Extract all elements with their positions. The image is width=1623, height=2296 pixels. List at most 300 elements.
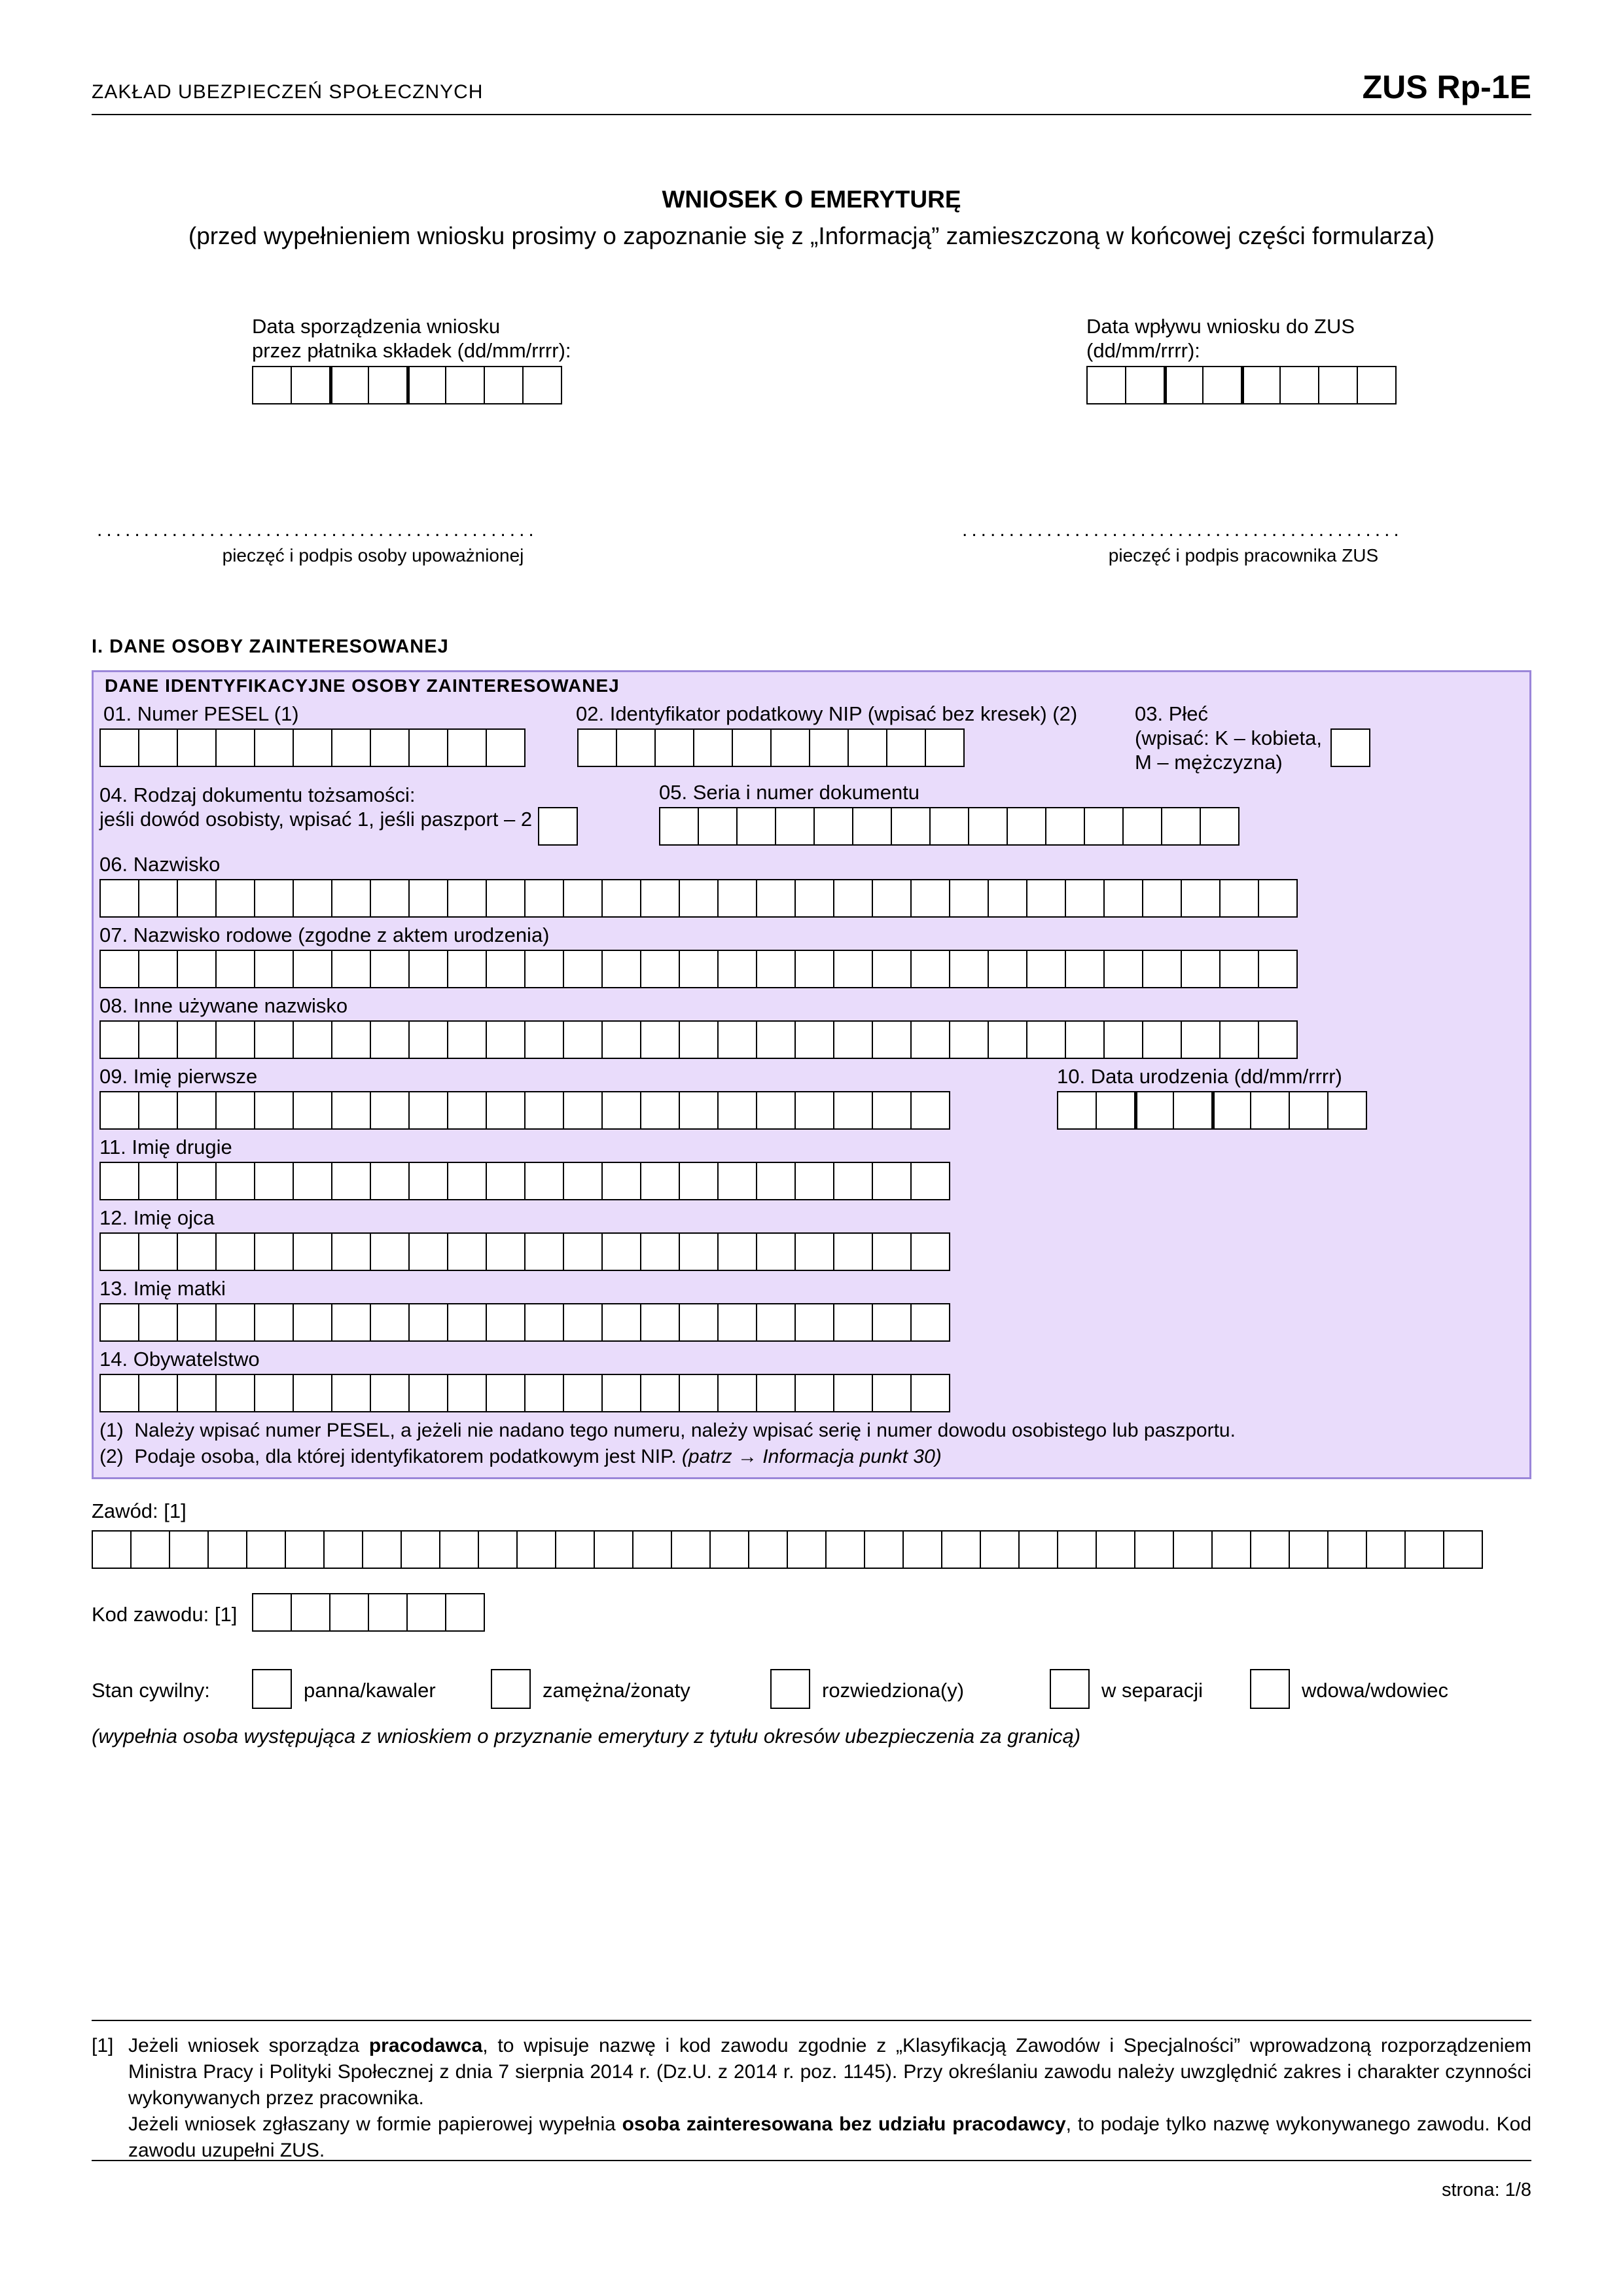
character-box[interactable]: [254, 879, 294, 918]
character-box[interactable]: [563, 1232, 603, 1271]
character-box[interactable]: [717, 1232, 757, 1271]
character-box[interactable]: [640, 1091, 680, 1130]
character-box[interactable]: [756, 1091, 796, 1130]
character-box[interactable]: [254, 1091, 294, 1130]
character-box[interactable]: [215, 1020, 255, 1059]
character-box[interactable]: [1142, 1020, 1182, 1059]
received-date-input[interactable]: [1086, 366, 1395, 404]
other-surname-input[interactable]: [99, 1020, 1296, 1059]
character-box[interactable]: [254, 1162, 294, 1200]
character-box[interactable]: [524, 1020, 564, 1059]
character-box[interactable]: [177, 1091, 217, 1130]
character-box[interactable]: [1181, 879, 1221, 918]
character-box[interactable]: [1161, 807, 1201, 846]
character-box[interactable]: [368, 1593, 408, 1632]
character-box[interactable]: [902, 1530, 942, 1569]
character-box[interactable]: [538, 807, 578, 846]
character-box[interactable]: [1007, 807, 1046, 846]
character-box[interactable]: [331, 1162, 371, 1200]
character-box[interactable]: [331, 1232, 371, 1271]
character-box[interactable]: [1096, 1530, 1135, 1569]
character-box[interactable]: [486, 1020, 526, 1059]
character-box[interactable]: [138, 1020, 178, 1059]
character-box[interactable]: [484, 366, 524, 404]
character-box[interactable]: [698, 807, 738, 846]
character-box[interactable]: [1065, 950, 1105, 988]
character-box[interactable]: [679, 1091, 719, 1130]
character-box[interactable]: [177, 1374, 217, 1412]
character-box[interactable]: [215, 728, 255, 767]
character-box[interactable]: [794, 1162, 834, 1200]
character-box[interactable]: [601, 1303, 641, 1342]
character-box[interactable]: [601, 950, 641, 988]
character-box[interactable]: [794, 1232, 834, 1271]
character-box[interactable]: [370, 1162, 410, 1200]
character-box[interactable]: [654, 728, 694, 767]
character-box[interactable]: [679, 1303, 719, 1342]
character-box[interactable]: [563, 1020, 603, 1059]
character-box[interactable]: [370, 1374, 410, 1412]
character-box[interactable]: [215, 1162, 255, 1200]
character-box[interactable]: [833, 1303, 873, 1342]
character-box[interactable]: [215, 1091, 255, 1130]
character-box[interactable]: [736, 807, 776, 846]
character-box[interactable]: [717, 1162, 757, 1200]
character-box[interactable]: [329, 366, 369, 404]
nip-input[interactable]: [577, 728, 963, 767]
character-box[interactable]: [406, 366, 446, 404]
character-box[interactable]: [872, 1020, 912, 1059]
character-box[interactable]: [370, 1091, 410, 1130]
character-box[interactable]: [632, 1530, 672, 1569]
character-box[interactable]: [1318, 366, 1358, 404]
character-box[interactable]: [787, 1530, 827, 1569]
character-box[interactable]: [717, 1020, 757, 1059]
character-box[interactable]: [756, 1162, 796, 1200]
document-type-input[interactable]: [538, 807, 577, 846]
character-box[interactable]: [1086, 366, 1126, 404]
character-box[interactable]: [99, 1091, 139, 1130]
character-box[interactable]: [941, 1530, 981, 1569]
character-box[interactable]: [1327, 1091, 1367, 1130]
character-box[interactable]: [254, 728, 294, 767]
character-box[interactable]: [439, 1530, 479, 1569]
character-box[interactable]: [1211, 1091, 1251, 1130]
father-name-input[interactable]: [99, 1232, 949, 1271]
character-box[interactable]: [756, 879, 796, 918]
character-box[interactable]: [331, 1374, 371, 1412]
character-box[interactable]: [1125, 366, 1165, 404]
character-box[interactable]: [594, 1530, 633, 1569]
character-box[interactable]: [794, 879, 834, 918]
character-box[interactable]: [616, 728, 656, 767]
character-box[interactable]: [775, 807, 815, 846]
character-box[interactable]: [872, 1091, 912, 1130]
character-box[interactable]: [331, 728, 371, 767]
character-box[interactable]: [254, 1374, 294, 1412]
character-box[interactable]: [1279, 366, 1319, 404]
character-box[interactable]: [679, 1020, 719, 1059]
character-box[interactable]: [293, 1374, 332, 1412]
character-box[interactable]: [331, 1303, 371, 1342]
character-box[interactable]: [563, 1162, 603, 1200]
character-box[interactable]: [177, 1303, 217, 1342]
character-box[interactable]: [215, 1374, 255, 1412]
character-box[interactable]: [1366, 1530, 1406, 1569]
character-box[interactable]: [988, 950, 1027, 988]
character-box[interactable]: [138, 1232, 178, 1271]
character-box[interactable]: [1258, 879, 1298, 918]
character-box[interactable]: [99, 1162, 139, 1200]
character-box[interactable]: [1219, 950, 1259, 988]
marital-divorced-checkbox[interactable]: [770, 1669, 810, 1709]
character-box[interactable]: [1096, 1091, 1135, 1130]
pesel-input[interactable]: [99, 728, 524, 767]
character-box[interactable]: [408, 1232, 448, 1271]
character-box[interactable]: [329, 1593, 369, 1632]
character-box[interactable]: [910, 879, 950, 918]
character-box[interactable]: [323, 1530, 363, 1569]
character-box[interactable]: [872, 1162, 912, 1200]
character-box[interactable]: [949, 879, 989, 918]
character-box[interactable]: [679, 1374, 719, 1412]
character-box[interactable]: [1443, 1530, 1483, 1569]
character-box[interactable]: [252, 1593, 292, 1632]
character-box[interactable]: [601, 879, 641, 918]
character-box[interactable]: [1057, 1091, 1097, 1130]
character-box[interactable]: [833, 879, 873, 918]
character-box[interactable]: [177, 879, 217, 918]
character-box[interactable]: [524, 879, 564, 918]
character-box[interactable]: [1330, 728, 1370, 767]
character-box[interactable]: [748, 1530, 788, 1569]
character-box[interactable]: [516, 1530, 556, 1569]
character-box[interactable]: [577, 728, 617, 767]
character-box[interactable]: [555, 1530, 595, 1569]
character-box[interactable]: [929, 807, 969, 846]
character-box[interactable]: [138, 950, 178, 988]
character-box[interactable]: [794, 1303, 834, 1342]
character-box[interactable]: [563, 950, 603, 988]
character-box[interactable]: [252, 366, 292, 404]
character-box[interactable]: [177, 1020, 217, 1059]
character-box[interactable]: [1103, 879, 1143, 918]
character-box[interactable]: [872, 950, 912, 988]
character-box[interactable]: [601, 1091, 641, 1130]
character-box[interactable]: [717, 950, 757, 988]
character-box[interactable]: [1134, 1530, 1174, 1569]
character-box[interactable]: [447, 1232, 487, 1271]
character-box[interactable]: [370, 1232, 410, 1271]
character-box[interactable]: [408, 1374, 448, 1412]
character-box[interactable]: [679, 1232, 719, 1271]
character-box[interactable]: [679, 950, 719, 988]
character-box[interactable]: [1164, 366, 1204, 404]
character-box[interactable]: [293, 879, 332, 918]
marital-widowed-checkbox[interactable]: [1250, 1669, 1290, 1709]
character-box[interactable]: [847, 728, 887, 767]
character-box[interactable]: [254, 1303, 294, 1342]
character-box[interactable]: [601, 1374, 641, 1412]
character-box[interactable]: [408, 950, 448, 988]
character-box[interactable]: [99, 1374, 139, 1412]
character-box[interactable]: [447, 1091, 487, 1130]
character-box[interactable]: [215, 879, 255, 918]
character-box[interactable]: [408, 1020, 448, 1059]
character-box[interactable]: [524, 950, 564, 988]
character-box[interactable]: [478, 1530, 518, 1569]
sex-input[interactable]: [1330, 728, 1369, 767]
character-box[interactable]: [522, 366, 562, 404]
character-box[interactable]: [370, 1303, 410, 1342]
character-box[interactable]: [640, 879, 680, 918]
character-box[interactable]: [331, 879, 371, 918]
character-box[interactable]: [833, 1020, 873, 1059]
character-box[interactable]: [640, 1162, 680, 1200]
character-box[interactable]: [1219, 1020, 1259, 1059]
character-box[interactable]: [293, 1091, 332, 1130]
character-box[interactable]: [910, 950, 950, 988]
character-box[interactable]: [1181, 950, 1221, 988]
character-box[interactable]: [640, 1303, 680, 1342]
character-box[interactable]: [756, 1020, 796, 1059]
character-box[interactable]: [756, 1374, 796, 1412]
character-box[interactable]: [401, 1530, 440, 1569]
character-box[interactable]: [99, 879, 139, 918]
character-box[interactable]: [169, 1530, 209, 1569]
character-box[interactable]: [671, 1530, 711, 1569]
character-box[interactable]: [1065, 879, 1105, 918]
citizenship-input[interactable]: [99, 1374, 949, 1412]
character-box[interactable]: [833, 1162, 873, 1200]
character-box[interactable]: [1289, 1530, 1329, 1569]
character-box[interactable]: [408, 1091, 448, 1130]
character-box[interactable]: [99, 1303, 139, 1342]
marital-separated-checkbox[interactable]: [1050, 1669, 1090, 1709]
character-box[interactable]: [563, 1374, 603, 1412]
character-box[interactable]: [291, 366, 330, 404]
character-box[interactable]: [1258, 1020, 1298, 1059]
character-box[interactable]: [406, 1593, 446, 1632]
character-box[interactable]: [794, 1091, 834, 1130]
character-box[interactable]: [447, 1374, 487, 1412]
character-box[interactable]: [370, 728, 410, 767]
character-box[interactable]: [833, 1232, 873, 1271]
character-box[interactable]: [177, 1232, 217, 1271]
character-box[interactable]: [1103, 950, 1143, 988]
character-box[interactable]: [370, 1020, 410, 1059]
character-box[interactable]: [92, 1530, 132, 1569]
character-box[interactable]: [872, 1374, 912, 1412]
character-box[interactable]: [910, 1232, 950, 1271]
character-box[interactable]: [1211, 1530, 1251, 1569]
character-box[interactable]: [794, 1020, 834, 1059]
character-box[interactable]: [138, 1091, 178, 1130]
character-box[interactable]: [1404, 1530, 1444, 1569]
character-box[interactable]: [408, 1303, 448, 1342]
character-box[interactable]: [1057, 1530, 1097, 1569]
character-box[interactable]: [813, 807, 853, 846]
character-box[interactable]: [370, 879, 410, 918]
first-name-input[interactable]: [99, 1091, 949, 1130]
character-box[interactable]: [362, 1530, 402, 1569]
character-box[interactable]: [524, 1374, 564, 1412]
character-box[interactable]: [1181, 1020, 1221, 1059]
character-box[interactable]: [563, 879, 603, 918]
character-box[interactable]: [717, 1091, 757, 1130]
character-box[interactable]: [99, 950, 139, 988]
character-box[interactable]: [486, 1374, 526, 1412]
character-box[interactable]: [408, 1162, 448, 1200]
character-box[interactable]: [717, 879, 757, 918]
character-box[interactable]: [177, 950, 217, 988]
character-box[interactable]: [825, 1530, 865, 1569]
character-box[interactable]: [370, 950, 410, 988]
character-box[interactable]: [1065, 1020, 1105, 1059]
character-box[interactable]: [910, 1091, 950, 1130]
character-box[interactable]: [1357, 366, 1397, 404]
second-name-input[interactable]: [99, 1162, 949, 1200]
character-box[interactable]: [486, 950, 526, 988]
character-box[interactable]: [215, 1303, 255, 1342]
character-box[interactable]: [246, 1530, 286, 1569]
character-box[interactable]: [99, 1232, 139, 1271]
character-box[interactable]: [1202, 366, 1242, 404]
character-box[interactable]: [601, 1232, 641, 1271]
character-box[interactable]: [864, 1530, 904, 1569]
character-box[interactable]: [99, 1020, 139, 1059]
character-box[interactable]: [1241, 366, 1281, 404]
character-box[interactable]: [486, 1232, 526, 1271]
character-box[interactable]: [709, 1530, 749, 1569]
character-box[interactable]: [447, 1020, 487, 1059]
character-box[interactable]: [809, 728, 849, 767]
character-box[interactable]: [445, 1593, 485, 1632]
character-box[interactable]: [640, 1374, 680, 1412]
character-box[interactable]: [640, 950, 680, 988]
character-box[interactable]: [833, 1091, 873, 1130]
character-box[interactable]: [717, 1374, 757, 1412]
character-box[interactable]: [408, 728, 448, 767]
character-box[interactable]: [293, 1303, 332, 1342]
character-box[interactable]: [1026, 879, 1066, 918]
character-box[interactable]: [177, 728, 217, 767]
character-box[interactable]: [980, 1530, 1020, 1569]
prepared-date-input[interactable]: [252, 366, 561, 404]
marital-married-checkbox[interactable]: [491, 1669, 531, 1709]
character-box[interactable]: [794, 950, 834, 988]
character-box[interactable]: [486, 879, 526, 918]
surname-input[interactable]: [99, 879, 1296, 918]
character-box[interactable]: [486, 1303, 526, 1342]
character-box[interactable]: [563, 1303, 603, 1342]
character-box[interactable]: [1134, 1091, 1174, 1130]
occupation-input[interactable]: [92, 1530, 1482, 1569]
character-box[interactable]: [331, 950, 371, 988]
character-box[interactable]: [601, 1162, 641, 1200]
character-box[interactable]: [215, 1232, 255, 1271]
character-box[interactable]: [988, 1020, 1027, 1059]
character-box[interactable]: [833, 950, 873, 988]
character-box[interactable]: [524, 1232, 564, 1271]
character-box[interactable]: [886, 728, 926, 767]
character-box[interactable]: [1327, 1530, 1367, 1569]
character-box[interactable]: [1173, 1091, 1213, 1130]
character-box[interactable]: [524, 1303, 564, 1342]
character-box[interactable]: [1219, 879, 1259, 918]
character-box[interactable]: [679, 1162, 719, 1200]
character-box[interactable]: [717, 1303, 757, 1342]
character-box[interactable]: [770, 728, 810, 767]
character-box[interactable]: [949, 1020, 989, 1059]
character-box[interactable]: [447, 728, 487, 767]
character-box[interactable]: [1200, 807, 1240, 846]
character-box[interactable]: [910, 1303, 950, 1342]
character-box[interactable]: [872, 1303, 912, 1342]
character-box[interactable]: [640, 1020, 680, 1059]
character-box[interactable]: [254, 1232, 294, 1271]
character-box[interactable]: [254, 1020, 294, 1059]
character-box[interactable]: [293, 1162, 332, 1200]
character-box[interactable]: [640, 1232, 680, 1271]
character-box[interactable]: [756, 950, 796, 988]
character-box[interactable]: [293, 728, 332, 767]
character-box[interactable]: [563, 1091, 603, 1130]
character-box[interactable]: [1103, 1020, 1143, 1059]
character-box[interactable]: [293, 950, 332, 988]
character-box[interactable]: [368, 366, 408, 404]
occupation-code-input[interactable]: [252, 1593, 484, 1632]
character-box[interactable]: [732, 728, 772, 767]
character-box[interactable]: [756, 1303, 796, 1342]
character-box[interactable]: [447, 950, 487, 988]
character-box[interactable]: [968, 807, 1008, 846]
character-box[interactable]: [524, 1091, 564, 1130]
document-number-input[interactable]: [659, 807, 1238, 846]
character-box[interactable]: [852, 807, 892, 846]
character-box[interactable]: [872, 879, 912, 918]
character-box[interactable]: [601, 1020, 641, 1059]
character-box[interactable]: [1018, 1530, 1058, 1569]
character-box[interactable]: [486, 1091, 526, 1130]
character-box[interactable]: [910, 1162, 950, 1200]
character-box[interactable]: [949, 950, 989, 988]
character-box[interactable]: [1026, 950, 1066, 988]
character-box[interactable]: [925, 728, 965, 767]
character-box[interactable]: [445, 366, 485, 404]
birth-surname-input[interactable]: [99, 950, 1296, 988]
character-box[interactable]: [1122, 807, 1162, 846]
character-box[interactable]: [138, 1374, 178, 1412]
character-box[interactable]: [1084, 807, 1124, 846]
character-box[interactable]: [1142, 950, 1182, 988]
character-box[interactable]: [447, 879, 487, 918]
character-box[interactable]: [794, 1374, 834, 1412]
character-box[interactable]: [293, 1232, 332, 1271]
character-box[interactable]: [331, 1091, 371, 1130]
character-box[interactable]: [138, 1303, 178, 1342]
character-box[interactable]: [659, 807, 699, 846]
character-box[interactable]: [1026, 1020, 1066, 1059]
character-box[interactable]: [99, 728, 139, 767]
character-box[interactable]: [693, 728, 733, 767]
marital-single-checkbox[interactable]: [252, 1669, 292, 1709]
character-box[interactable]: [215, 950, 255, 988]
character-box[interactable]: [254, 950, 294, 988]
character-box[interactable]: [177, 1162, 217, 1200]
character-box[interactable]: [285, 1530, 325, 1569]
character-box[interactable]: [207, 1530, 247, 1569]
